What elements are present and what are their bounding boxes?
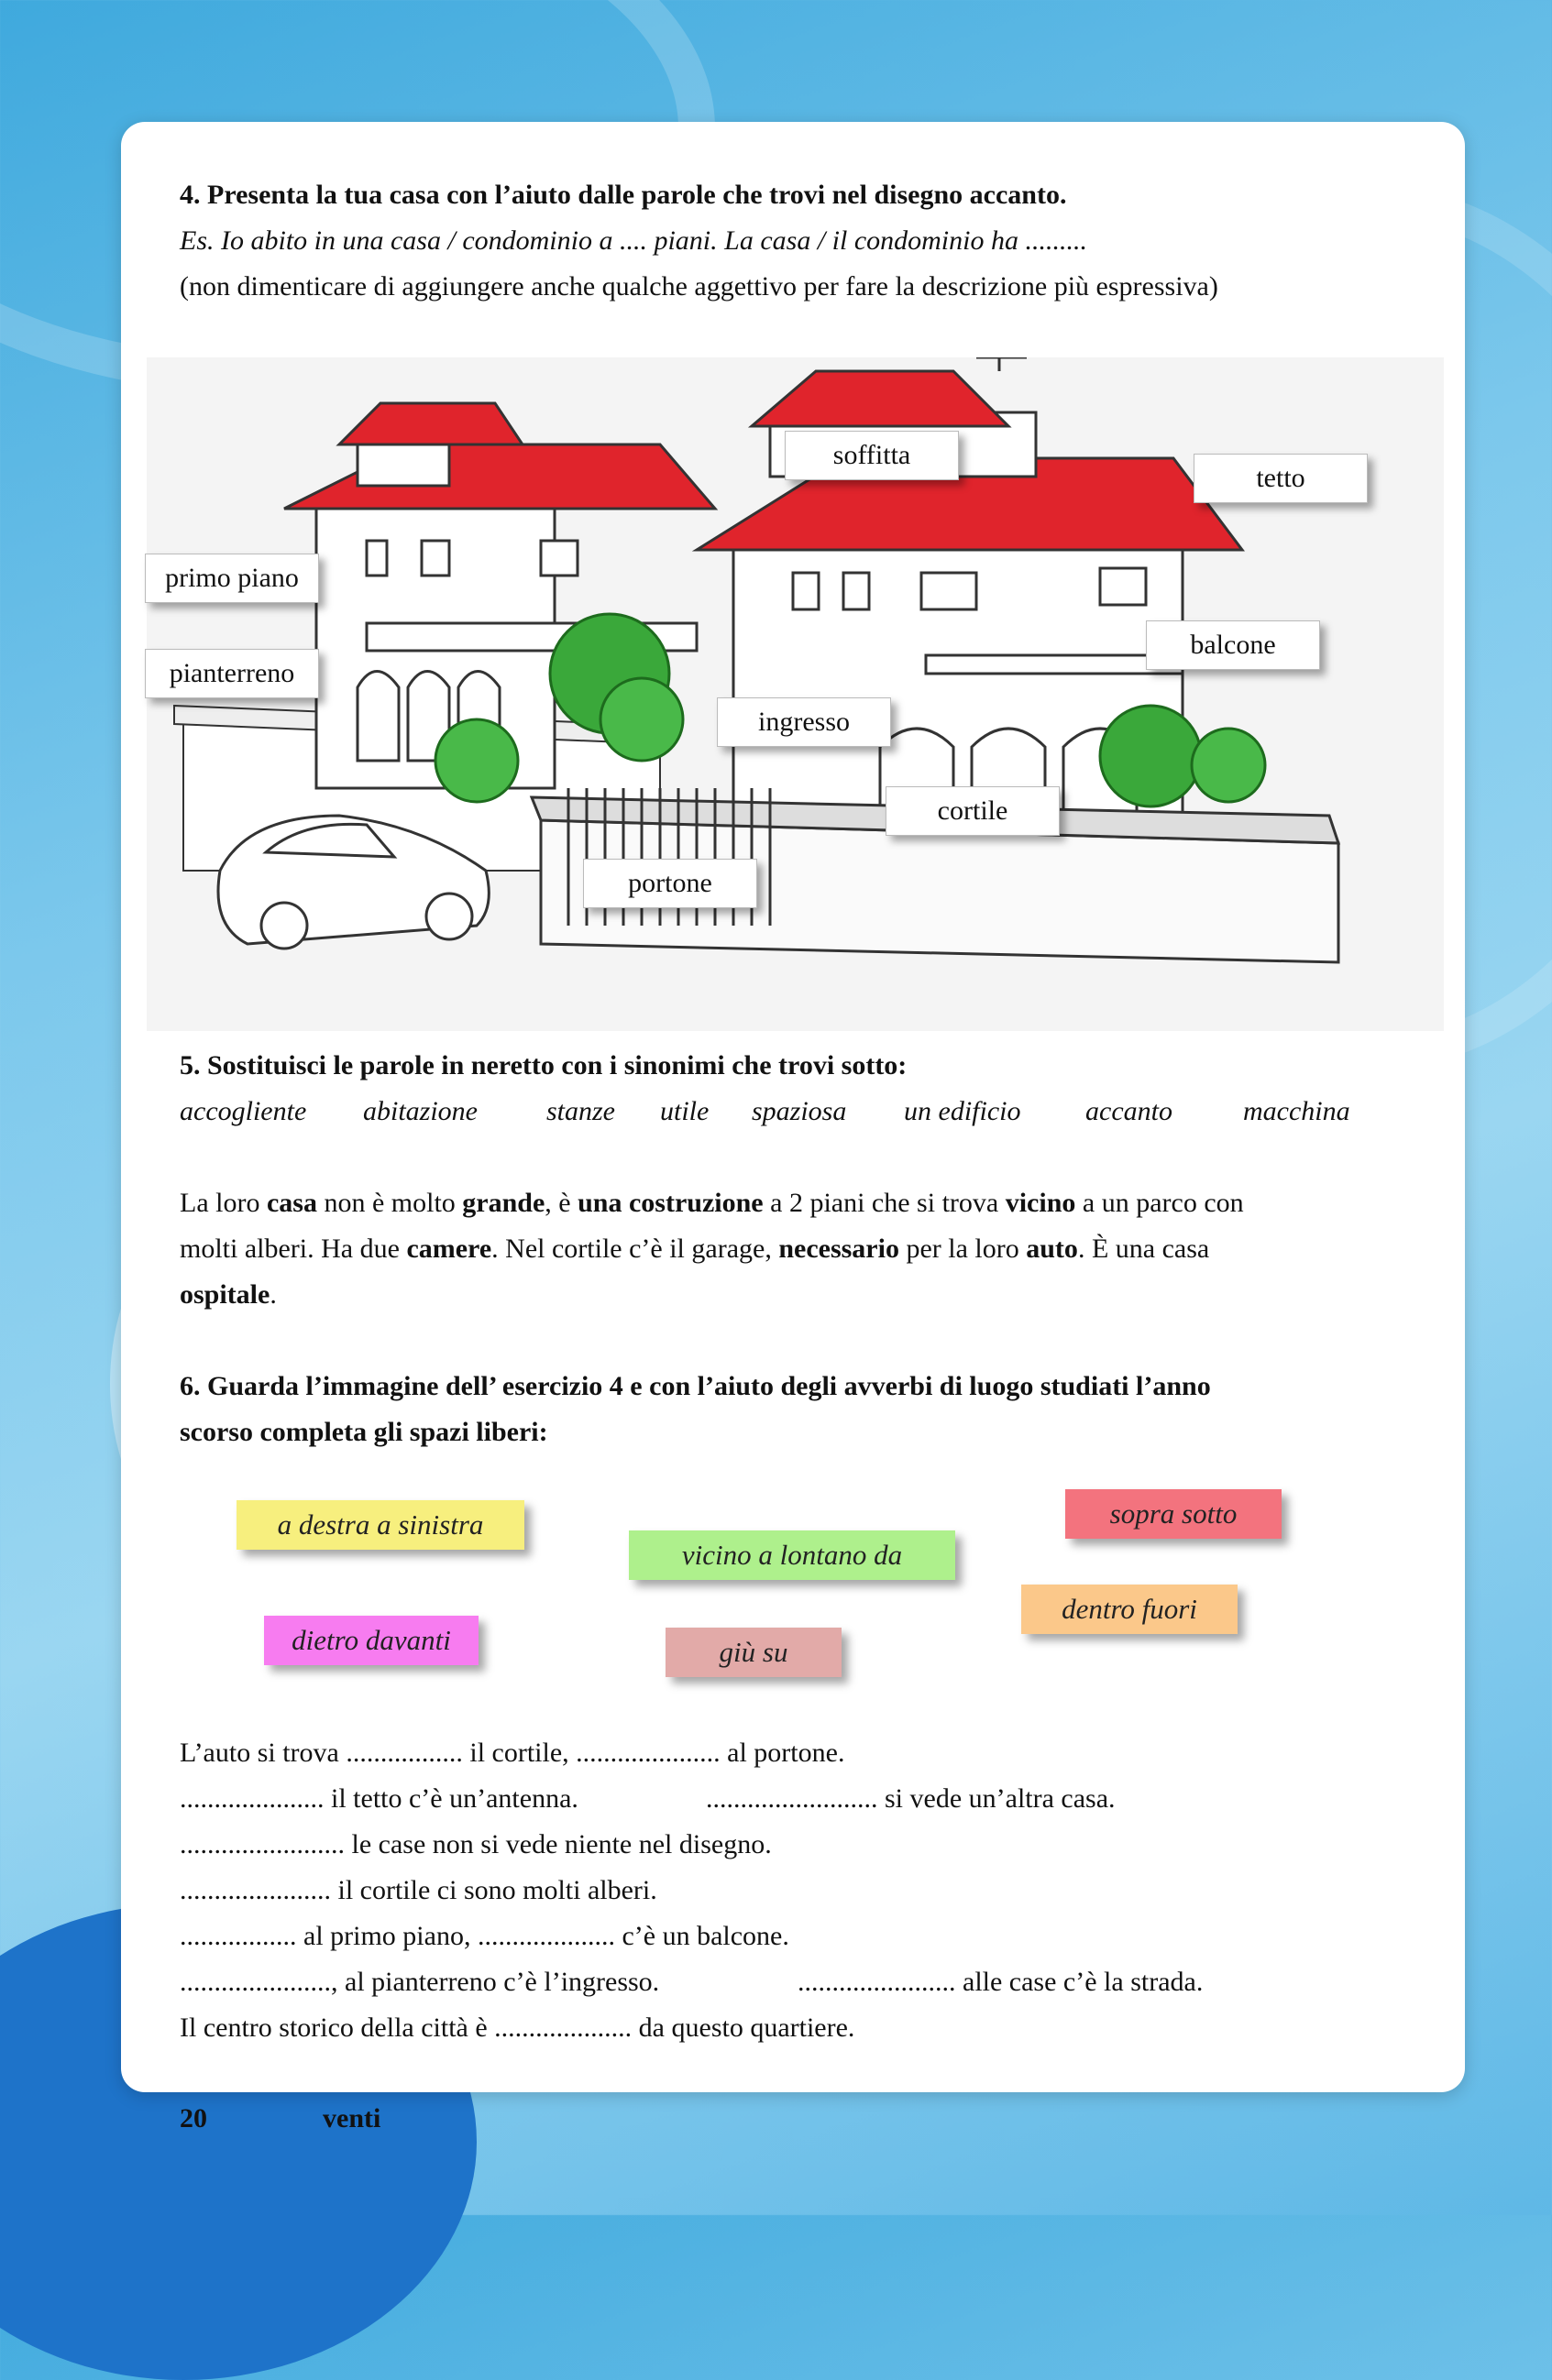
synonym-word: stanze bbox=[546, 1096, 615, 1126]
fill-line: ......................, al pianterreno c’è l’ingresso. bbox=[180, 1967, 660, 1997]
exercise-5-text-line-3 bbox=[180, 1272, 277, 1318]
text: , è bbox=[545, 1188, 578, 1218]
tag-dietro-davanti: dietro davanti bbox=[264, 1616, 479, 1665]
exercise-4-note: (non dimenticare di aggiungere anche qualche aggettivo per fare la descrizione più espressiva) bbox=[180, 271, 1218, 302]
fill-line: L’auto si trova ................. il cortile, ..................... al portone. bbox=[180, 1738, 845, 1768]
bold-word: auto bbox=[1026, 1234, 1078, 1264]
page-number: 20 bbox=[180, 2103, 207, 2133]
synonym-word: spaziosa bbox=[752, 1096, 847, 1126]
label-soffitta: soffitta bbox=[785, 431, 959, 480]
fill-line: ...................... il cortile ci sono molti alberi. bbox=[180, 1875, 657, 1905]
tag-giu-su: giù su bbox=[666, 1628, 842, 1677]
bold-word: una costruzione bbox=[578, 1188, 764, 1218]
bold-word: necessario bbox=[778, 1234, 899, 1264]
bold-word: ospitale bbox=[180, 1279, 270, 1310]
fill-line: ................. al primo piano, .................... c’è un balcone. bbox=[180, 1921, 789, 1951]
house-illustration bbox=[147, 357, 1444, 1031]
synonym-word: accanto bbox=[1085, 1096, 1172, 1126]
label-primo-piano: primo piano bbox=[145, 554, 319, 603]
synonym-word: macchina bbox=[1243, 1096, 1350, 1126]
text: per la loro bbox=[898, 1234, 1027, 1264]
tag-dentro-fuori: dentro fuori bbox=[1021, 1585, 1238, 1634]
text: . Nel cortile c’è il garage, bbox=[491, 1234, 779, 1264]
exercise-5-text-line-2 bbox=[180, 1226, 1209, 1272]
text: La loro bbox=[180, 1188, 267, 1218]
label-tetto: tetto bbox=[1194, 454, 1368, 503]
synonym-word: un edificio bbox=[904, 1096, 1021, 1126]
text: molti alberi. Ha due bbox=[180, 1234, 407, 1264]
fill-line: ......................... si vede un’altra casa. bbox=[706, 1783, 1116, 1814]
label-cortile: cortile bbox=[886, 786, 1060, 836]
exercise-6-title-line-1: 6. Guarda l’immagine dell’ esercizio 4 e con l’aiuto degli avverbi di luogo studiati l’anno bbox=[180, 1371, 1211, 1401]
tag-destra-sinistra: a destra a sinistra bbox=[237, 1500, 524, 1550]
page-number-word: venti bbox=[323, 2103, 381, 2133]
fill-line: Il centro storico della città è .................... da questo quartiere. bbox=[180, 2013, 855, 2043]
exercise-4-example: Es. Io abito in una casa / condominio a .... piani. La casa / il condominio ha ......... bbox=[180, 225, 1087, 256]
exercise-4-title: 4. Presenta la tua casa con l’aiuto dalle parole che trovi nel disegno accanto. bbox=[180, 180, 1067, 210]
label-pianterreno: pianterreno bbox=[145, 649, 319, 698]
label-portone: portone bbox=[583, 859, 757, 908]
text: a un parco con bbox=[1075, 1188, 1244, 1218]
synonym-word: utile bbox=[660, 1096, 710, 1126]
exercise-6-title-line-2: scorso completa gli spazi liberi: bbox=[180, 1417, 548, 1447]
bold-word: casa bbox=[266, 1188, 317, 1218]
bold-word: grande bbox=[462, 1188, 545, 1218]
label-ingresso: ingresso bbox=[717, 697, 891, 747]
fill-line: ....................... alle case c’è la strada. bbox=[798, 1967, 1204, 1997]
fill-line: ........................ le case non si vede niente nel disegno. bbox=[180, 1829, 772, 1859]
synonym-word: abitazione bbox=[363, 1096, 478, 1126]
exercise-5-title: 5. Sostituisci le parole in neretto con i sinonimi che trovi sotto: bbox=[180, 1050, 908, 1080]
exercise-5-text-line-1 bbox=[180, 1180, 1244, 1226]
fill-line: ..................... il tetto c’è un’antenna. bbox=[180, 1783, 578, 1814]
text: . bbox=[270, 1279, 277, 1310]
text: a 2 piani che si trova bbox=[763, 1188, 1006, 1218]
worksheet-page bbox=[121, 122, 1465, 2092]
bold-word: camere bbox=[406, 1234, 492, 1264]
text: non è molto bbox=[316, 1188, 463, 1218]
label-balcone: balcone bbox=[1146, 620, 1320, 670]
text: . È una casa bbox=[1077, 1234, 1210, 1264]
synonym-word: accogliente bbox=[180, 1096, 307, 1126]
tag-sopra-sotto: sopra sotto bbox=[1065, 1489, 1282, 1539]
tag-vicino-lontano: vicino a lontano da bbox=[629, 1530, 955, 1580]
bold-word: vicino bbox=[1005, 1188, 1076, 1218]
